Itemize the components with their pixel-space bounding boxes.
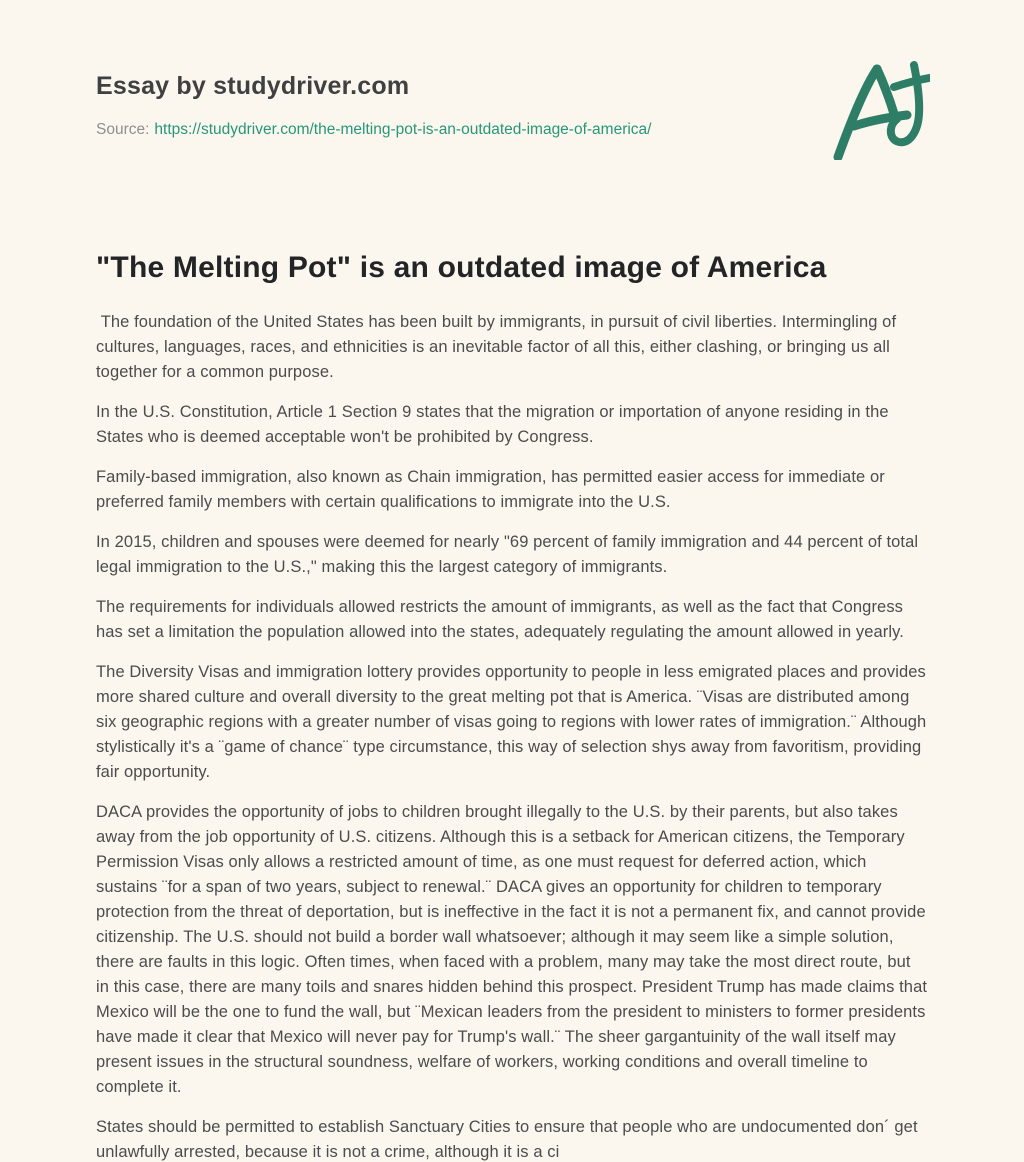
source-link[interactable]: https://studydriver.com/the-melting-pot-is-an-outdated-image-of-america/ (154, 121, 652, 138)
essay-paragraph: The foundation of the United States has been built by immigrants, in pursuit of civil liberties. Intermingling of cultures, languages, races, and ethnicities is an inevitable factor of all this, either clashing, or bringing us all together for a common purpose. (96, 313, 901, 381)
essay-title: "The Melting Pot" is an outdated image of America (96, 251, 827, 284)
essay-paragraph: The Diversity Visas and immigration lottery provides opportunity to people in less emigrated places and provides more shared culture and overall diversity to the great melting pot that is America. ¨Visas are distributed among six geographic regions with a greater number of visas going to regions with lower rates of immigration.¨ Although stylistically it's a ¨game of chance¨ type circumstance, this way of selection shys away from favoritism, providing fair opportunity. (96, 663, 931, 781)
essay-paragraph: DACA provides the opportunity of jobs to children brought illegally to the U.S. by their parents, but also takes away from the job opportunity of U.S. citizens. Although this is a setback for American citizens, the Temporary Permission Visas only allows a restricted amount of time, as one must request for deferred action, which sustains ¨for a span of two years, subject to renewal.¨ DACA gives an opportunity for children to temporary protection from the threat of deportation, but is ineffective in the fact it is not a permanent fix, and cannot provide citizenship. The U.S. should not build a border wall whatsoever; although it may seem like a simple solution, there are faults in this logic. Often times, when faced with a problem, many may take the most direct route, but in this case, there are many toils and snares hidden behind this prospect. President Trump has made claims that Mexico will be the one to fund the wall, but ¨Mexican leaders from the president to ministers to former presidents have made it clear that Mexico will never pay for Trump's wall.¨ The sheer gargantuinity of the wall itself may present issues in the structural soundness, welfare of workers, working conditions and overall timeline to complete it. (96, 803, 932, 1096)
essay-body (96, 310, 932, 1162)
essay-paragraph: In 2015, children and spouses were deemed for nearly "69 percent of family immigration and 44 percent of total legal immigration to the U.S.," making this the largest category of immigrants. (96, 533, 923, 576)
essay-content (96, 251, 932, 1162)
source-line (96, 120, 928, 139)
page-header (96, 72, 928, 139)
essay-paragraph: The requirements for individuals allowed restricts the amount of immigrants, as well as the fact that Congress has set a limitation the population allowed into the states, adequately regulating the amount allowed in yearly. (96, 598, 908, 641)
header-title: Essay by studydriver.com (96, 72, 410, 100)
a-plus-logo-icon (830, 60, 930, 160)
essay-paragraph: States should be permitted to establish Sanctuary Cities to ensure that people who are undocumented don´ get unlawfully arrested, because it is not a crime, although it is a ci (96, 1118, 923, 1161)
essay-paragraph: In the U.S. Constitution, Article 1 Section 9 states that the migration or importation of anyone residing in the States who is deemed acceptable won't be prohibited by Congress. (96, 403, 894, 446)
essay-paragraph: Family-based immigration, also known as Chain immigration, has permitted easier access for immediate or preferred family members with certain qualifications to immigrate into the U.S. (96, 468, 890, 511)
source-label: Source: (96, 121, 150, 138)
